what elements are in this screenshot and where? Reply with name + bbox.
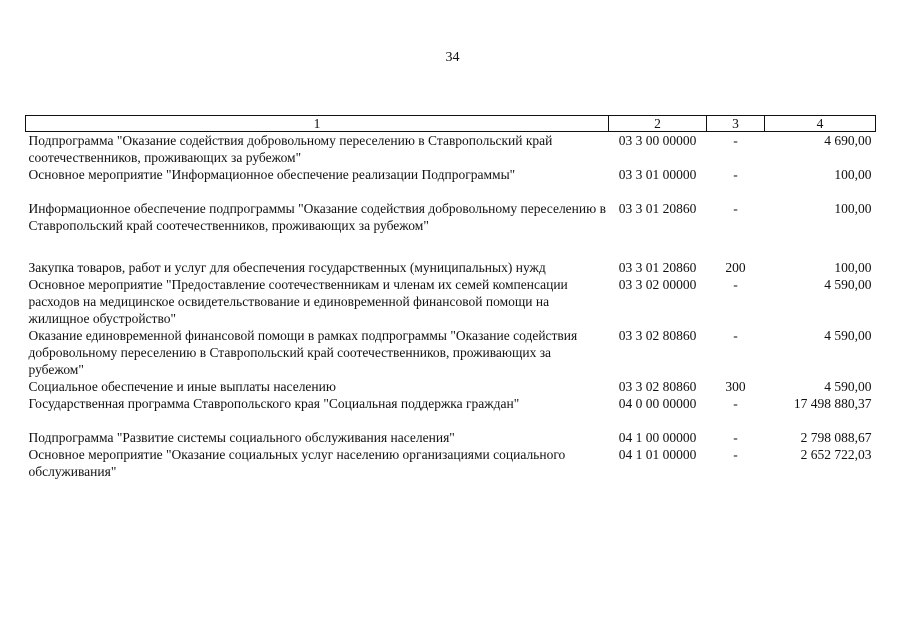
table-row (26, 429, 876, 446)
row-type: - (733, 447, 738, 462)
row-amount: 4 690,00 (824, 133, 872, 148)
row-type: - (733, 396, 738, 411)
row-type: - (733, 277, 738, 292)
table-row (26, 259, 876, 276)
row-amount: 2 798 088,67 (800, 430, 872, 445)
row-name: Подпрограмма "Оказание содействия добровольному переселению в Ставропольский край соотечественников, проживающих за рубежом" (28, 133, 553, 165)
row-name: Государственная программа Ставропольского края "Социальная поддержка граждан" (28, 396, 520, 411)
table-row (26, 132, 876, 167)
row-name: Основное мероприятие "Оказание социальных услуг населению организациями социального обслуживания" (28, 447, 566, 479)
row-type: - (733, 201, 738, 216)
table-row (26, 446, 876, 480)
row-type: 200 (725, 260, 746, 275)
column-header-type: 3 (707, 116, 765, 132)
row-code: 03 3 00 00000 (618, 133, 697, 148)
budget-table (25, 115, 876, 480)
table-row (26, 166, 876, 200)
row-name: Основное мероприятие "Информационное обеспечение реализации Подпрограммы" (28, 167, 516, 182)
row-code: 03 3 02 80860 (618, 328, 697, 343)
table-row (26, 276, 876, 327)
row-type: - (733, 430, 738, 445)
column-header-name: 1 (26, 116, 609, 132)
row-name: Социальное обеспечение и иные выплаты населению (28, 379, 336, 394)
row-type: 300 (725, 379, 746, 394)
row-code: 03 3 02 00000 (618, 277, 697, 292)
row-code: 04 1 00 00000 (618, 430, 697, 445)
row-amount: 100,00 (834, 201, 872, 216)
row-code: 03 3 01 00000 (618, 167, 697, 182)
row-amount: 4 590,00 (824, 328, 872, 343)
row-code: 04 1 01 00000 (618, 447, 697, 462)
row-amount: 100,00 (834, 167, 872, 182)
row-code: 03 3 02 80860 (618, 379, 697, 394)
row-amount: 4 590,00 (824, 379, 872, 394)
row-amount: 4 590,00 (824, 277, 872, 292)
row-type: - (733, 167, 738, 182)
row-name: Основное мероприятие "Предоставление соотечественникам и членам их семей компенсации расходов на медицинское освидетельствование и единовременной финансовой помощи на жилищное обустройство" (28, 277, 568, 326)
row-type: - (733, 133, 738, 148)
table-row (26, 378, 876, 395)
row-name: Информационное обеспечение подпрограммы "Оказание содействия добровольному переселению в Ставропольский край соотечественников, проживающих за рубежом" (28, 201, 606, 233)
row-code: 03 3 01 20860 (618, 260, 697, 275)
row-name: Закупка товаров, работ и услуг для обеспечения государственных (муниципальных) нужд (28, 260, 546, 275)
table-row (26, 327, 876, 378)
page-number: 34 (445, 50, 460, 65)
row-amount: 17 498 880,37 (793, 396, 872, 411)
row-amount: 2 652 722,03 (800, 447, 872, 462)
row-name: Оказание единовременной финансовой помощи в рамках подпрограммы "Оказание содействия добровольному переселению в Ставропольский край соотечественников, проживающих за рубежом" (28, 328, 578, 377)
table-row (26, 395, 876, 429)
row-code: 04 0 00 00000 (618, 396, 697, 411)
row-type: - (733, 328, 738, 343)
table-row (26, 200, 876, 259)
row-amount: 100,00 (834, 260, 872, 275)
table-header-row (26, 116, 876, 132)
column-header-code: 2 (609, 116, 707, 132)
row-code: 03 3 01 20860 (618, 201, 697, 216)
row-name: Подпрограмма "Развитие системы социального обслуживания населения" (28, 430, 455, 445)
column-header-amount: 4 (765, 116, 876, 132)
